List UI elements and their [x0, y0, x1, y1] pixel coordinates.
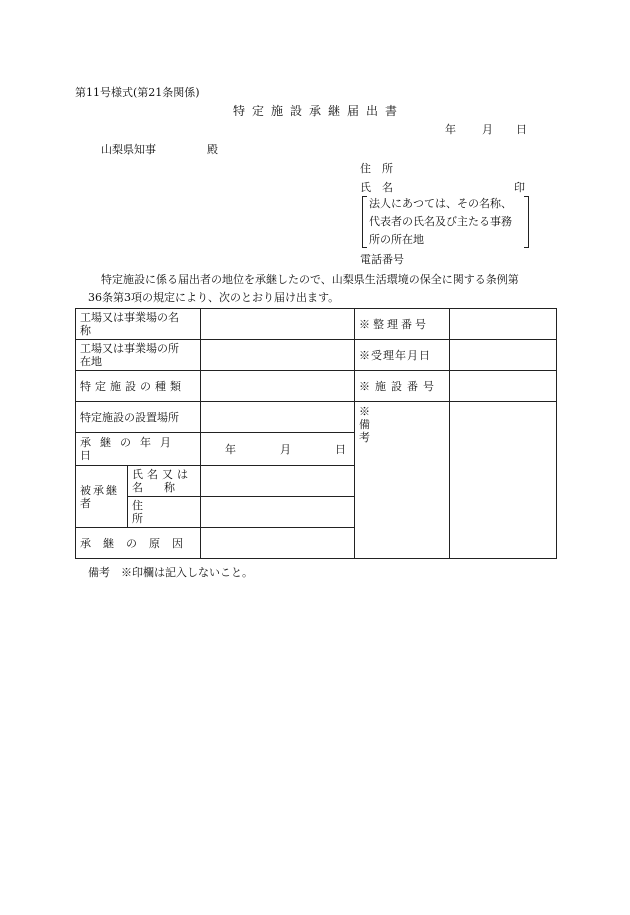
title-text: 特定施設承継届出書 [233, 104, 405, 118]
corporate-note-bracket [362, 195, 529, 249]
succession-year-label: 年 [225, 442, 236, 456]
remarks-label: ※備考 [355, 402, 450, 559]
footer-note: 備考 ※印欄は記入しないこと。 [88, 566, 253, 579]
form-number: 第11号様式(第21条関係) [75, 86, 200, 99]
cause-label: 承継の原因 [76, 528, 201, 559]
intro-line-1: 特定施設に係る届出者の地位を承継したので、山梨県生活環境の保全に関する条例第 [101, 273, 519, 286]
date-year-label: 年 [445, 123, 456, 136]
predecessor-address-label: 住所 [128, 497, 201, 528]
corporate-note-line-1: 法人にあつては、その名称、 [369, 197, 512, 210]
remarks-field [450, 402, 557, 559]
factory-name-field[interactable] [201, 309, 355, 340]
name-label: 氏 名 [360, 181, 393, 194]
date-day-label: 日 [516, 123, 527, 136]
factory-name-label: 工場又は事業場の名 称 [76, 309, 201, 340]
predecessor-name-label: 氏名又は 名称 [128, 466, 201, 497]
facility-type-field[interactable] [201, 371, 355, 402]
seal-label: 印 [514, 181, 525, 194]
facility-number-label: ※施設番号 [355, 371, 450, 402]
ref-number-label: ※整理番号 [355, 309, 450, 340]
phone-label: 電話番号 [360, 253, 404, 266]
succession-date-label: 承継の年月日 [76, 433, 201, 466]
table-row [76, 309, 557, 340]
receipt-date-field [450, 340, 557, 371]
factory-address-field[interactable] [201, 340, 355, 371]
addressee-honorific: 殿 [207, 143, 218, 156]
intro-line-2: 36条第3項の規定により、次のとおり届け出ます。 [88, 291, 340, 304]
addressee-name: 山梨県知事 [101, 143, 156, 156]
date-month-label: 月 [482, 123, 493, 136]
corporate-note-line-2: 代表者の氏名及び主たる事務 [369, 215, 512, 228]
table-row [76, 371, 557, 402]
succession-date-field[interactable] [201, 433, 355, 466]
form-title [233, 104, 408, 118]
succession-day-label: 日 [335, 442, 346, 456]
facility-number-field [450, 371, 557, 402]
succession-form-table [75, 308, 557, 559]
corporate-note-line-3: 所の所在地 [369, 233, 424, 246]
address-label: 住 所 [360, 162, 393, 175]
predecessor-name-field[interactable] [201, 466, 355, 497]
predecessor-label: 被承継者 [76, 466, 128, 528]
succession-month-label: 月 [280, 442, 291, 456]
table-row [76, 402, 557, 433]
cause-field[interactable] [201, 528, 355, 559]
receipt-date-label: ※受理年月日 [355, 340, 450, 371]
installation-place-field[interactable] [201, 402, 355, 433]
facility-type-label: 特定施設の種類 [76, 371, 201, 402]
ref-number-field [450, 309, 557, 340]
table-row [76, 340, 557, 371]
factory-address-label: 工場又は事業場の所 在地 [76, 340, 201, 371]
predecessor-address-field[interactable] [201, 497, 355, 528]
installation-place-label: 特定施設の設置場所 [76, 402, 201, 433]
